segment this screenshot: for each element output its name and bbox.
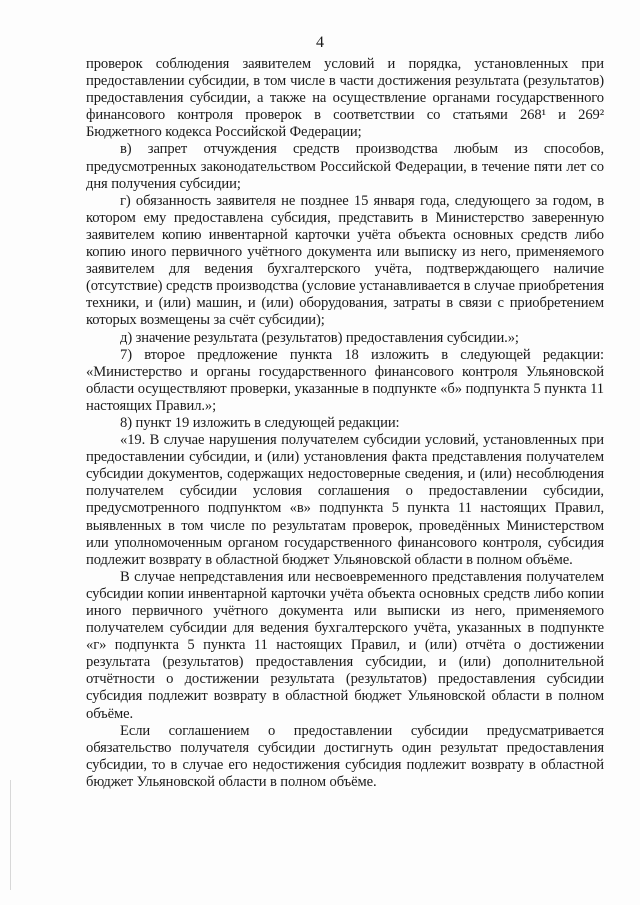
paragraph-item-v: в) запрет отчуждения средств производства любым из способов, предусмотренных законодательством Российской Федерации, в течение пяти лет со дня получения субсидии; [86,141,604,192]
document-body [86,56,604,791]
paragraph-nonsubmission: В случае непредставления или несвоевременного представления получателем субсидии копии инвентарной карточки учёта объекта основных средств либо копии иного первичного учётного документа или выписки из него, применяемого получателем субсидии для ведения бухгалтерского учёта, указанных в подпункте «г» подпункта 5 пункта 11 настоящих Правил, и (или) отчёта о достижении результата (результатов) предоставления субсидии, и (или) дополнительной отчётности о достижении результата (результатов) предоставления субсидии субсидия подлежит возврату в областной бюджет Ульяновской области в полном объёме. [86,568,604,722]
paragraph-item-d: д) значение результата (результатов) предоставления субсидии.»; [120,329,519,346]
paragraph-clause-19: «19. В случае нарушения получателем субсидии условий, установленных при предоставлении субсидии, и (или) установления факта представления получателем субсидии документов, содержащих недостоверные сведения, и (или) несоблюдения получателем субсидии условия соглашения о предоставлении субсидии, предусмотренного подпунктом «в» подпункта 5 пункта 11 настоящих Правил, выявленных в том числе по результатам проверок, проведённых Министерством или уполномоченным органом государственного финансового контроля, субсидия подлежит возврату в областной бюджет Ульяновской области в полном объёме. [86,432,604,568]
scan-edge-mark [10,780,11,890]
paragraph-continuation: проверок соблюдения заявителем условий и порядка, установленных при предоставлении субсидии, в том числе в части достижения результата (результатов) предоставления субсидии, а также на осуществление органами государственного финансового контроля проверок в соответствии со статьями 268¹ и 269² Бюджетного кодекса Российской Федерации; [86,56,604,141]
paragraph-item-7: 7) второе предложение пункта 18 изложить в следующей редакции: «Министерство и органы государственного финансового контроля Ульяновской области осуществляют проверки, указанные в подпункте «б» подпункта 5 пункта 11 настоящих Правил.»; [86,346,604,414]
page-number: 4 [316,34,324,51]
paragraph-item-8: 8) пункт 19 изложить в следующей редакции: [120,414,400,431]
paragraph-item-g: г) обязанность заявителя не позднее 15 января года, следующего за годом, в котором ему предоставлена субсидия, представить в Министерство заверенную заявителем копию инвентарной карточки учёта объекта основных средств либо копию иного первичного учётного документа или выписку из него, применяемого заявителем для ведения бухгалтерского учёта, подтверждающего наличие (отсутствие) средств производства (условие устанавливается в случае приобретения техники, и (или) машин, и (или) оборудования, затраты в связи с приобретением которых возмещены за счёт субсидии); [86,192,604,329]
paragraph-single-result: Если соглашением о предоставлении субсидии предусматривается обязательство получателя субсидии достигнуть один результат предоставления субсидии, то в случае его недостижения субсидия подлежит возврату в областной бюджет Ульяновской области в полном объёме. [86,722,604,790]
